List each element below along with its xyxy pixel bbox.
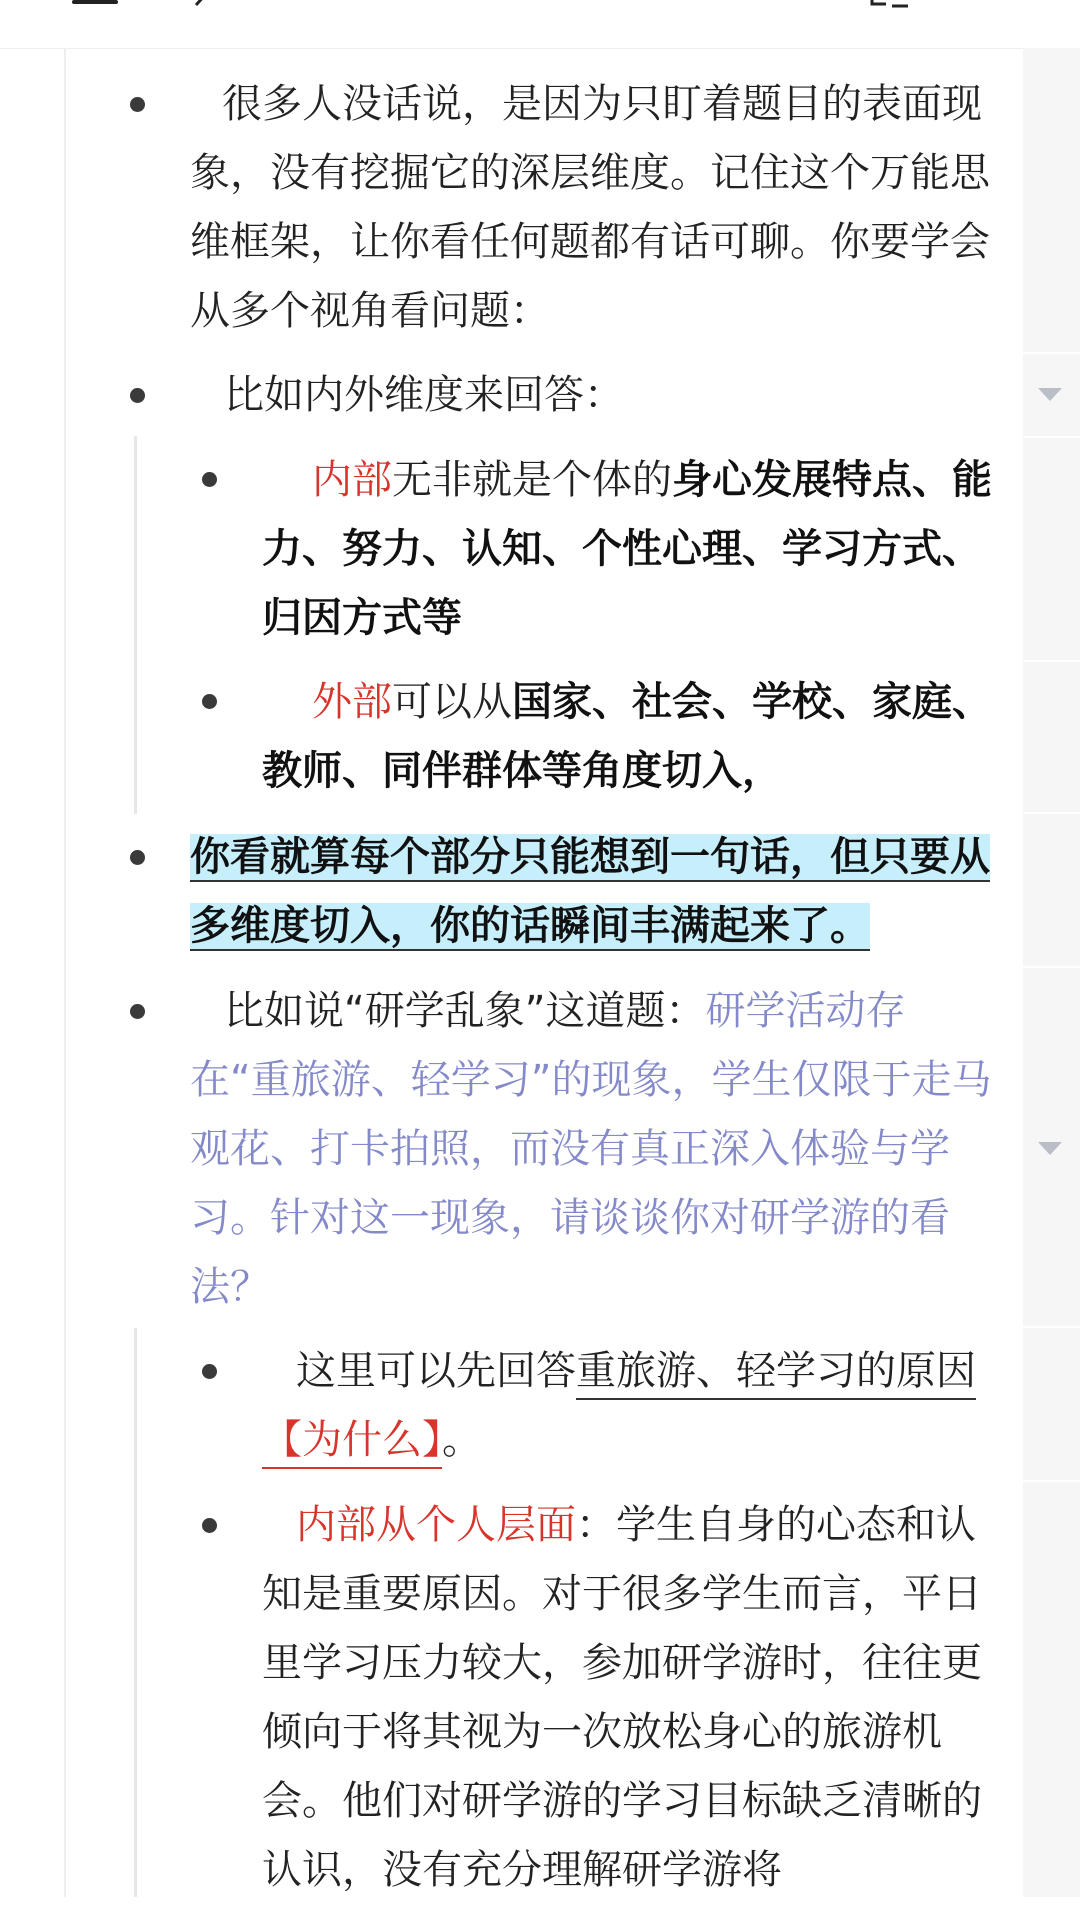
gutter-separator: [1023, 812, 1080, 814]
example-question: 研学活动存在“重旅游、轻学习”的现象，学生仅限于走马观花、打卡拍照，而没有真正深入体验与学习。针对这一现象，请谈谈你对研学游的看法？: [190, 988, 992, 1310]
reason-end: 。: [442, 1417, 482, 1463]
collapse-arrow-icon[interactable]: [1038, 388, 1062, 401]
gutter-separator: [1023, 660, 1080, 662]
bullet-icon: [202, 472, 217, 487]
list-item-personal: [262, 1491, 995, 1905]
outer-plain: 可以从: [392, 679, 512, 725]
reason-why: 【为什么】: [262, 1417, 442, 1469]
bullet-icon: [202, 1518, 217, 1533]
right-fold-gutter: [1023, 48, 1080, 1897]
personal-plain: ：学生自身的心态和认知是重要原因。对于很多学生而言，平日里学习压力较大，参加研学游时，往往更倾向于将其视为一次放松身心的旅游机会。他们对研学游的学习目标缺乏清晰的认识，没有充分理解研学游将: [262, 1502, 982, 1893]
bullet-icon: [202, 694, 217, 709]
bullet-icon: [130, 850, 145, 865]
outer-bold: 国家、社会、学校、家庭、教师、同伴群体等角度切入，: [262, 679, 992, 794]
outline-icon[interactable]: [868, 0, 912, 16]
inner-plain: 无非就是个体的: [392, 457, 672, 503]
highlighted-text: 你看就算每个部分只能想到一句话，但只要从多维度切入，你的话瞬间丰满起来了。: [190, 834, 990, 949]
list-item-intro: 很多人没话说，是因为只盯着题目的表面现象，没有挖掘它的深层维度。记住这个万能思维框架，让你看任何题都有话可聊。你要学会从多个视角看问题：: [190, 81, 990, 334]
list-item-inner-outer: 比如内外维度来回答：: [224, 372, 624, 418]
reason-underlined: 重旅游、轻学习的原因: [576, 1348, 976, 1400]
list-item-inner: [262, 446, 995, 653]
nest-guide-line: [134, 436, 137, 814]
gutter-separator: [1023, 352, 1080, 354]
menu-icon[interactable]: [72, 0, 118, 8]
inner-bold: 身心发展特点、能力、努力、认知、个性心理、学习方式、归因方式等: [262, 457, 992, 641]
list-item-reason: [262, 1337, 995, 1475]
personal-label: 内部从个人层面: [296, 1502, 576, 1548]
bullet-icon: [130, 97, 145, 112]
list-item-outer: [262, 668, 995, 806]
list-item-highlight: [190, 823, 995, 961]
top-toolbar: [0, 0, 1080, 49]
list-item-example: [190, 977, 995, 1322]
example-plain: 比如说“研学乱象”这道题：: [224, 988, 706, 1034]
outer-label: 外部: [312, 679, 392, 725]
gutter-separator: [1023, 436, 1080, 438]
gutter-separator: [1023, 1326, 1080, 1328]
gutter-separator: [1023, 1480, 1080, 1482]
bullet-icon: [202, 1364, 217, 1379]
inner-label: 内部: [312, 457, 392, 503]
bullet-icon: [130, 1004, 145, 1019]
reason-plain: 这里可以先回答: [296, 1348, 576, 1394]
bullet-icon: [130, 388, 145, 403]
back-icon[interactable]: [190, 0, 212, 16]
gutter-separator: [1023, 966, 1080, 968]
collapse-arrow-icon[interactable]: [1038, 1142, 1062, 1155]
nest-guide-line: [134, 1328, 137, 1897]
left-guide-line: [64, 48, 66, 1897]
